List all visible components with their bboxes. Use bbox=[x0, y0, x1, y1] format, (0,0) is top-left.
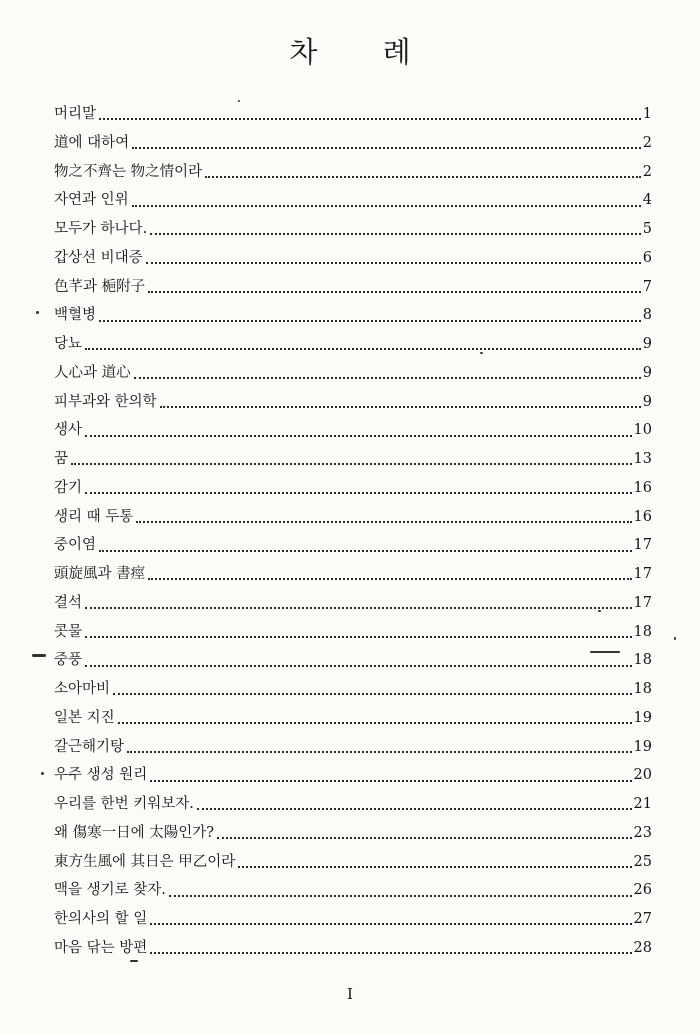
toc-entry-title: 우리를 한번 키워보자. bbox=[54, 796, 194, 813]
toc-entry-page: 8 bbox=[642, 307, 652, 324]
toc-entry-title: 콧물 bbox=[54, 623, 83, 640]
toc-entry bbox=[54, 905, 652, 934]
toc-entry-title: 한의사의 할 일 bbox=[54, 911, 148, 928]
toc-entry-page: 17 bbox=[633, 594, 652, 611]
toc-entry-page: 4 bbox=[642, 192, 652, 209]
toc-entry bbox=[54, 819, 652, 848]
toc-entry-title: 왜 傷寒一日에 太陽인가? bbox=[54, 824, 215, 841]
toc-entry-title: 소아마비 bbox=[54, 681, 111, 698]
page-title: 차 례 bbox=[289, 35, 439, 69]
toc-entry bbox=[54, 273, 652, 302]
toc-entry bbox=[54, 158, 652, 187]
dot-leader bbox=[85, 636, 632, 638]
toc-entry-page: 20 bbox=[633, 767, 652, 784]
scan-speck bbox=[238, 100, 240, 102]
toc-entry-page: 16 bbox=[633, 479, 652, 496]
toc-entry-title: 피부과와 한의학 bbox=[54, 393, 157, 410]
toc-entry-title: 자연과 인위 bbox=[54, 192, 129, 209]
dot-leader bbox=[85, 607, 632, 609]
toc-entry bbox=[54, 675, 652, 704]
toc-entry-page: 13 bbox=[633, 451, 652, 468]
scan-speck bbox=[36, 311, 39, 314]
toc-entry-page: 17 bbox=[633, 566, 652, 583]
dot-leader bbox=[197, 808, 632, 810]
toc-entry-page: 9 bbox=[642, 364, 652, 381]
toc-entry-title: 머리말 bbox=[54, 106, 97, 123]
dot-leader bbox=[118, 722, 632, 724]
dot-leader bbox=[150, 233, 641, 235]
toc-entry-page: 28 bbox=[633, 939, 652, 956]
toc-entry-page: 5 bbox=[642, 221, 652, 238]
toc-entry-page: 6 bbox=[642, 249, 652, 266]
toc-entry bbox=[54, 244, 652, 273]
dot-leader bbox=[85, 665, 632, 667]
toc-entry bbox=[54, 416, 652, 445]
toc-entry-page: 27 bbox=[633, 911, 652, 928]
toc-entry-page: 9 bbox=[642, 336, 652, 353]
toc-entry bbox=[54, 503, 652, 532]
toc-entry-page: 16 bbox=[633, 508, 652, 525]
toc-entry bbox=[54, 848, 652, 877]
toc-entry-title: 우주 생성 원리 bbox=[54, 767, 148, 784]
toc-entry-title: 결석 bbox=[54, 594, 83, 611]
toc-entry-title: 일본 지진 bbox=[54, 709, 115, 726]
toc-entry bbox=[54, 388, 652, 417]
dot-leader bbox=[99, 320, 641, 322]
toc-entry-title: 道에 대하여 bbox=[54, 134, 130, 151]
toc-entry bbox=[54, 445, 652, 474]
toc-entry bbox=[54, 704, 652, 733]
toc-entry-title: 감기 bbox=[54, 479, 83, 496]
toc-entry bbox=[54, 330, 652, 359]
toc-entry bbox=[54, 359, 652, 388]
toc-entry-page: 25 bbox=[633, 853, 652, 870]
scan-speck bbox=[598, 610, 601, 612]
table-of-contents bbox=[54, 100, 652, 963]
dot-leader bbox=[148, 578, 631, 580]
toc-entry bbox=[54, 531, 652, 560]
dot-leader bbox=[71, 463, 632, 465]
page-number: I bbox=[347, 985, 353, 1003]
toc-entry-title: 맥을 생기로 찾자. bbox=[54, 882, 166, 899]
toc-entry-title: 頭旋風과 書痙 bbox=[54, 566, 146, 583]
toc-entry-page: 23 bbox=[633, 824, 652, 841]
dot-leader bbox=[160, 406, 641, 408]
toc-entry bbox=[54, 129, 652, 158]
toc-entry-page: 1 bbox=[642, 106, 652, 123]
toc-entry-title: 갑상선 비대증 bbox=[54, 249, 143, 266]
dot-leader bbox=[148, 291, 641, 293]
toc-entry-title: 생사 bbox=[54, 422, 83, 439]
toc-entry-page: 19 bbox=[633, 709, 652, 726]
scan-speck bbox=[32, 654, 46, 657]
dot-leader bbox=[85, 435, 632, 437]
toc-entry bbox=[54, 733, 652, 762]
scan-speck bbox=[590, 651, 620, 653]
toc-entry-title: 色芊과 梔附子 bbox=[54, 278, 146, 295]
dot-leader bbox=[150, 923, 631, 925]
toc-entry-page: 2 bbox=[642, 134, 652, 151]
toc-entry-title: 꿈 bbox=[54, 451, 69, 468]
toc-entry bbox=[54, 761, 652, 790]
toc-entry-page: 7 bbox=[642, 278, 652, 295]
dot-leader bbox=[238, 866, 631, 868]
toc-entry bbox=[54, 186, 652, 215]
toc-entry-title: 東方生風에 其日은 甲乙이라 bbox=[54, 853, 236, 870]
toc-entry-page: 18 bbox=[633, 681, 652, 698]
dot-leader bbox=[150, 780, 631, 782]
toc-entry-page: 17 bbox=[633, 537, 652, 554]
dot-leader bbox=[169, 895, 632, 897]
toc-entry-title: 백혈병 bbox=[54, 307, 97, 324]
dot-leader bbox=[99, 118, 641, 120]
toc-entry bbox=[54, 876, 652, 905]
toc-entry-page: 2 bbox=[642, 163, 652, 180]
toc-entry bbox=[54, 215, 652, 244]
toc-entry-page: 9 bbox=[642, 393, 652, 410]
toc-entry bbox=[54, 618, 652, 647]
dot-leader bbox=[217, 837, 632, 839]
dot-leader bbox=[127, 751, 632, 753]
dot-leader bbox=[134, 377, 641, 379]
toc-entry-title: 생리 때 두통 bbox=[54, 508, 134, 525]
toc-entry-title: 物之不齊는 物之情이라 bbox=[54, 163, 203, 180]
toc-entry-page: 18 bbox=[633, 652, 652, 669]
toc-entry-page: 10 bbox=[633, 422, 652, 439]
toc-entry bbox=[54, 790, 652, 819]
dot-leader bbox=[99, 550, 632, 552]
toc-entry bbox=[54, 301, 652, 330]
toc-entry-title: 당뇨 bbox=[54, 336, 83, 353]
toc-entry-title: 중이염 bbox=[54, 537, 97, 554]
scan-speck bbox=[130, 960, 138, 962]
scan-speck bbox=[674, 637, 676, 640]
dot-leader bbox=[205, 176, 641, 178]
toc-entry bbox=[54, 560, 652, 589]
toc-entry bbox=[54, 474, 652, 503]
toc-entry-page: 18 bbox=[633, 623, 652, 640]
dot-leader bbox=[136, 521, 631, 523]
toc-entry-page: 26 bbox=[633, 882, 652, 899]
toc-entry bbox=[54, 589, 652, 618]
dot-leader bbox=[146, 262, 641, 264]
toc-entry-page: 21 bbox=[633, 796, 652, 813]
toc-entry-title: 갈근해기탕 bbox=[54, 738, 125, 755]
toc-entry-title: 마음 닦는 방편 bbox=[54, 939, 148, 956]
toc-entry-page: 19 bbox=[633, 738, 652, 755]
toc-entry bbox=[54, 934, 652, 963]
dot-leader bbox=[150, 952, 631, 954]
toc-entry bbox=[54, 646, 652, 675]
dot-leader bbox=[85, 492, 632, 494]
dot-leader bbox=[113, 693, 632, 695]
dot-leader bbox=[85, 348, 641, 350]
dot-leader bbox=[132, 147, 641, 149]
scan-speck bbox=[480, 352, 483, 354]
dot-leader bbox=[132, 205, 641, 207]
toc-entry-title: 모두가 하나다. bbox=[54, 221, 148, 238]
toc-entry-title: 중풍 bbox=[54, 652, 83, 669]
scan-speck bbox=[41, 772, 44, 775]
toc-entry-title: 人心과 道心 bbox=[54, 364, 131, 381]
toc-entry bbox=[54, 100, 652, 129]
